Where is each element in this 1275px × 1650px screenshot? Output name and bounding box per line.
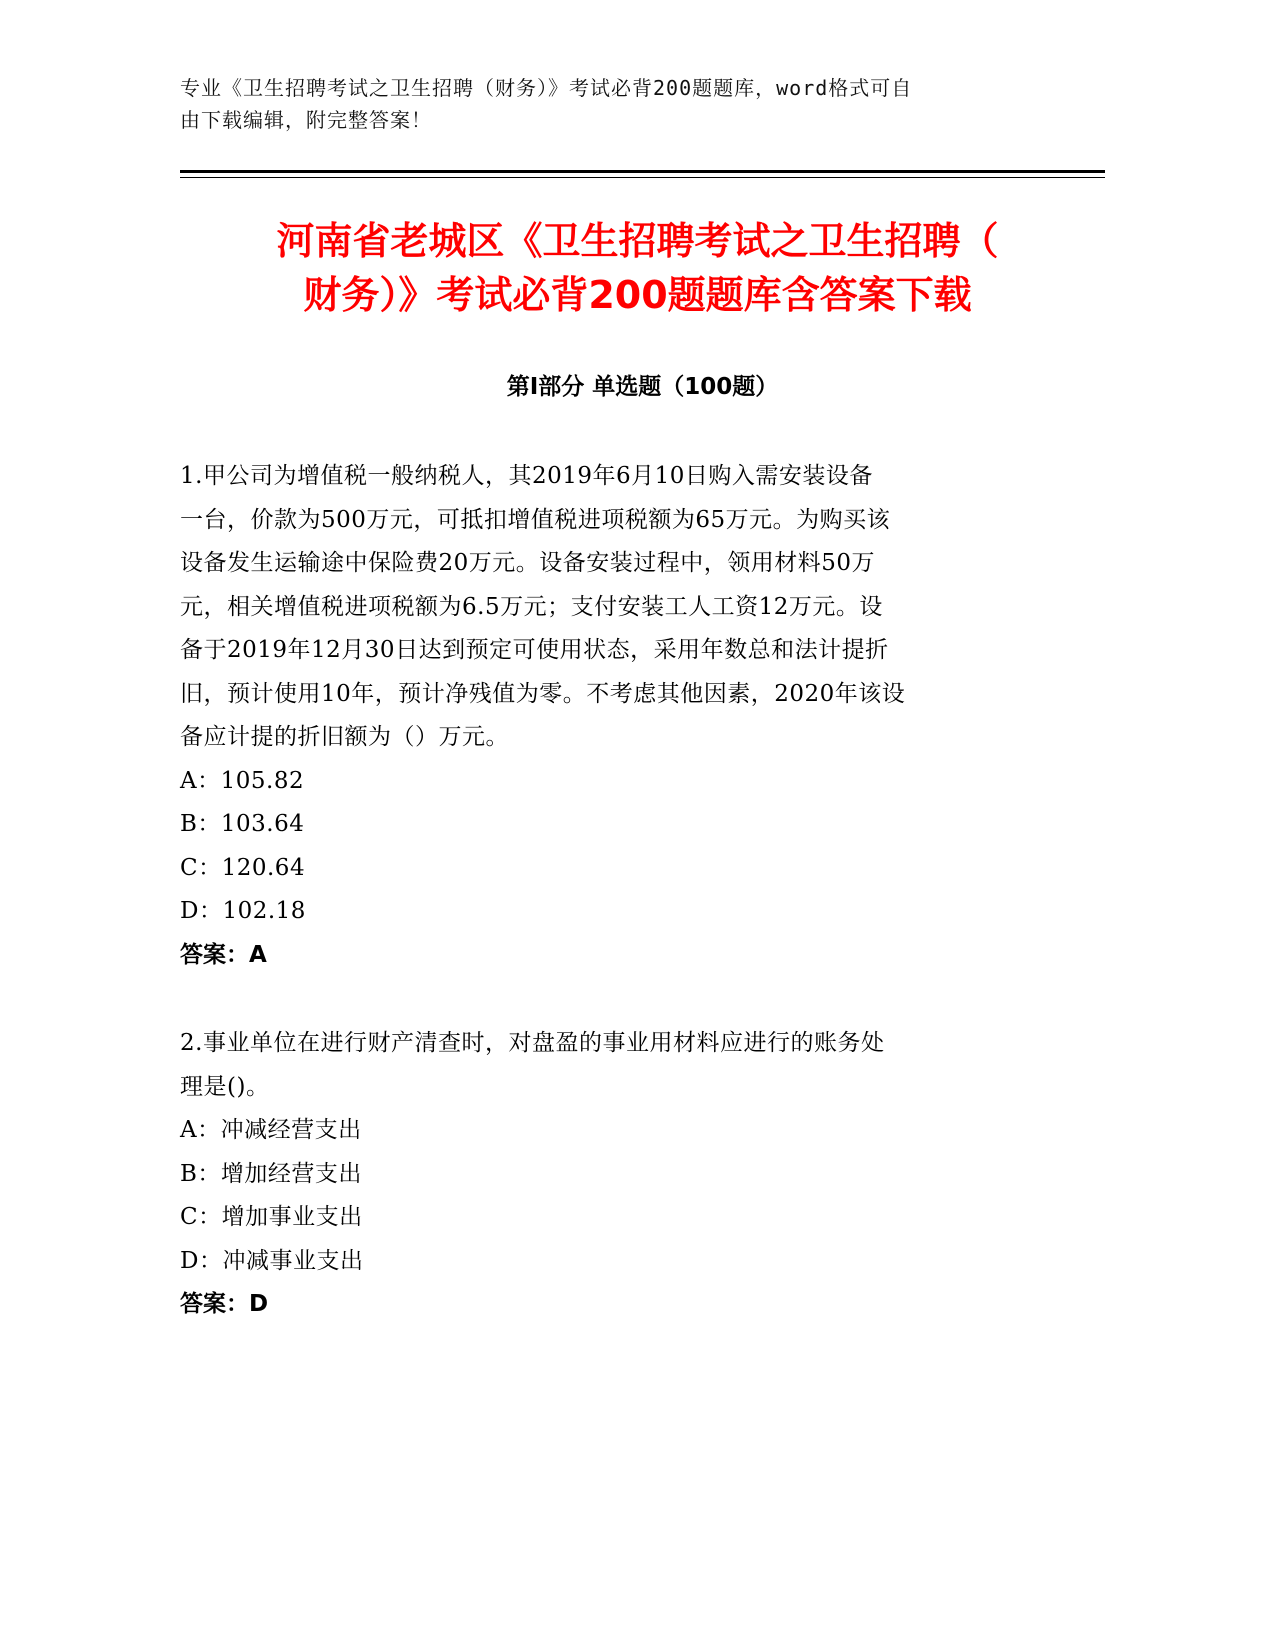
option-d: D：102.18 [180,898,306,924]
option-a: A：冲减经营支出 [180,1117,362,1143]
header-note-line2: 由下载编辑，附完整答案！ [180,108,432,132]
option-b: B：103.64 [180,811,305,837]
question-stem-line: 设备发生运输途中保险费20万元。设备安装过程中，领用材料50万 [180,550,876,576]
header-divider-thick [180,170,1105,173]
option-a: A：105.82 [180,767,305,794]
question-2 [180,1022,1040,1327]
document-title [150,214,1125,322]
question-stem-line: 元，相关增值税进项税额为6.5万元；支付安装工人工资12万元。设 [180,593,883,620]
question-stem-line: 备于2019年12月30日达到预定可使用状态，采用年数总和法计提折 [180,637,889,663]
question-stem-line: 2.事业单位在进行财产清查时，对盘盈的事业用材料应进行的账务处 [180,1030,885,1056]
option-b: B：增加经营支出 [180,1160,362,1187]
document-title-line1: 河南省老城区《卫生招聘考试之卫生招聘（ [276,219,999,263]
question-stem-line: 一台，价款为500万元，可抵扣增值税进项税额为65万元。为购买该 [180,506,891,533]
header-note [180,72,1040,136]
question-stem [180,455,1040,760]
question-stem-line: 旧，预计使用10年，预计净残值为零。不考虑其他因素，2020年该设 [180,680,906,707]
answer: 答案：D [180,1291,269,1317]
question-1 [180,455,1040,977]
question-stem-line: 1.甲公司为增值税一般纳税人，其2019年6月10日购入需安装设备 [180,463,873,489]
answer: 答案：A [180,941,267,968]
question-stem [180,1022,1040,1109]
document-title-line2: 财务）》考试必背200题题库含答案下载 [303,273,972,317]
option-c: C：增加事业支出 [180,1204,363,1230]
header-divider-thin [180,177,1105,178]
option-d: D：冲减事业支出 [180,1247,364,1274]
header-note-line1: 专业《卫生招聘考试之卫生招聘（财务）》考试必背200题题库，word格式可自 [180,76,913,100]
question-stem-line: 备应计提的折旧额为（）万元。 [180,724,509,750]
option-c: C：120.64 [180,854,306,881]
section-title: 第Ⅰ部分 单选题（100题） [506,374,779,400]
question-stem-line: 理是()。 [180,1073,270,1100]
